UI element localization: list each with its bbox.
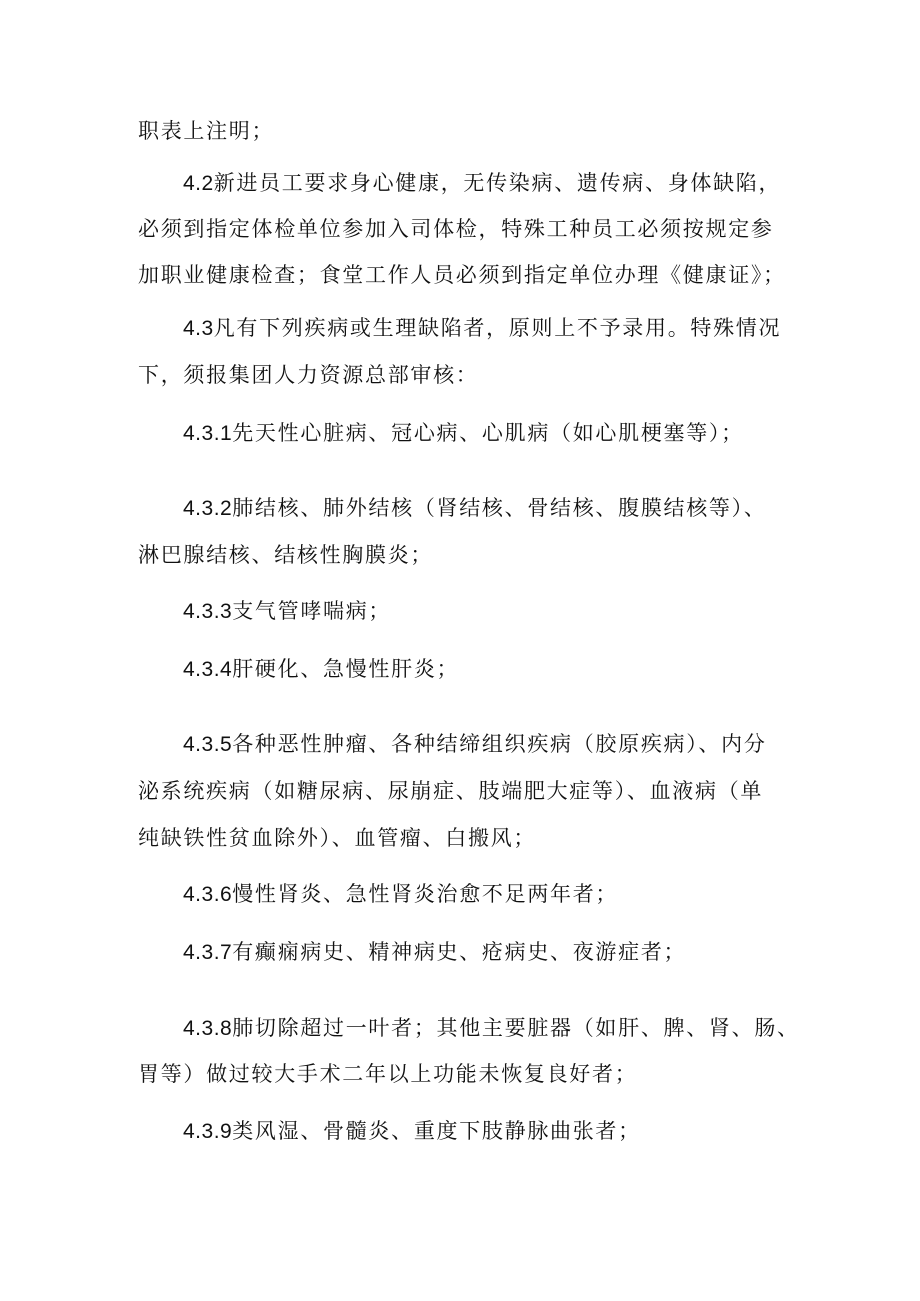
clause-4-2-line: 4.2新进员工要求身心健康，无传染病、遗传病、身体缺陷， xyxy=(183,171,782,195)
clause-4-3-line: 4.3凡有下列疾病或生理缺陷者，原则上不予录用。特殊情况 xyxy=(183,316,782,340)
text-line: 泌系统疾病（如糖尿病、尿崩症、肢端肥大症等）、血液病（单 xyxy=(138,779,764,803)
clause-4-3-2-line: 4.3.2肺结核、肺外结核（肾结核、骨结核、腹膜结核等）、 xyxy=(183,496,767,520)
clause-4-3-5-line: 4.3.5各种恶性肿瘤、各种结缔组织疾病（胶原疾病）、内分 xyxy=(183,732,767,756)
text-line: 必须到指定体检单位参加入司体检，特殊工种员工必须按规定参 xyxy=(138,217,774,241)
text-line: 加职业健康检查；食堂工作人员必须到指定单位办理《健康证》； xyxy=(138,263,786,287)
text-line: 胃等）做过较大手术二年以上功能未恢复良好者； xyxy=(138,1062,638,1086)
clause-4-3-8-line: 4.3.8肺切除超过一叶者；其他主要脏器（如肝、脾、肾、肠、 xyxy=(183,1016,800,1040)
text-line: 下，须报集团人力资源总部审核： xyxy=(138,363,479,387)
clause-4-3-1-line: 4.3.1先天性心脏病、冠心病、心肌病（如心肌梗塞等）； xyxy=(183,421,744,445)
clause-4-3-6-line: 4.3.6慢性肾炎、急性肾炎治愈不足两年者； xyxy=(183,882,619,906)
clause-4-3-7-line: 4.3.7有癫痫病史、精神病史、疮病史、夜游症者； xyxy=(183,940,687,964)
text-line: 纯缺铁性贫血除外）、血管瘤、白搬风； xyxy=(138,826,537,850)
clause-4-3-4-line: 4.3.4肝硬化、急慢性肝炎； xyxy=(183,657,460,681)
text-line: 职表上注明； xyxy=(138,119,275,143)
text-line: 淋巴腺结核、结核性胸膜炎； xyxy=(138,543,434,567)
clause-4-3-3-line: 4.3.3支气管哮喘病； xyxy=(183,599,392,623)
clause-4-3-9-line: 4.3.9类风湿、骨髓炎、重度下肢静脉曲张者； xyxy=(183,1119,641,1143)
